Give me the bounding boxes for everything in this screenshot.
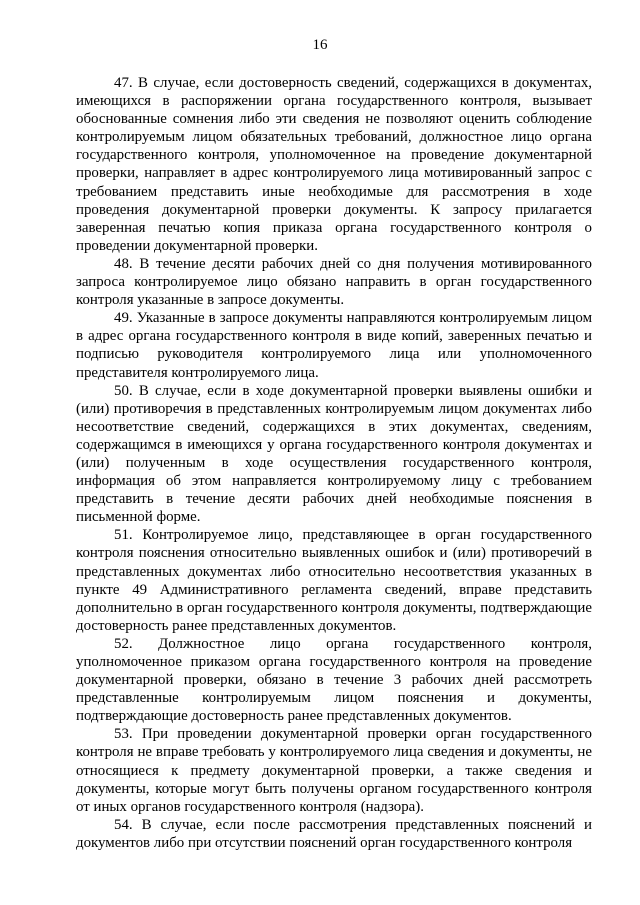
paragraph-51: 51. Контролируемое лицо, представляющее в орган государственного контроля пояснения относительно выявленных ошибок и (или) противоречий в представленных документах либо относительно несоответствия указанных в пункте 49 Административного регламента сведений, вправе представить дополнительно в орган государственного контроля документы, подтверждающие достоверность ранее представленных документов. (76, 527, 592, 634)
paragraph-48: 48. В течение десяти рабочих дней со дня получения мотивированного запроса контролируемое лицо обязано направить в орган государственного контроля указанные в запросе документы. (76, 255, 592, 309)
paragraph-50: 50. В случае, если в ходе документарной проверки выявлены ошибки и (или) противоречия в представленных контролируемым лицом документах либо несоответствие сведений, содержащихся в этих документах, сведениям, содержащимся в имеющихся у органа государственного контроля документах и (или) полученным в ходе осуществления государственного контроля, информация об этом направляется контролируемому лицу с требованием представить в течение десяти рабочих дней необходимые пояснения в письменной форме. (76, 382, 592, 526)
paragraph-49: 49. Указанные в запросе документы направляются контролируемым лицом в адрес органа государственного контроля в виде копий, заверенных печатью и подписью руководителя контролируемого лица или уполномоченного представителя контролируемого лица. (76, 310, 592, 381)
paragraph-53: 53. При проведении документарной проверки орган государственного контроля не вправе требовать у контролируемого лица сведения и документы, не относящиеся к предмету документарной проверки, а также сведения и документы, которые могут быть получены органом государственного контроля от иных органов государственного контроля (надзора). (76, 726, 592, 815)
paragraph-52: 52. Должностное лицо органа государственного контроля, уполномоченное приказом органа государственного контроля на проведение документарной проверки, обязано в течение 3 рабочих дней рассмотреть представленные контролируемым лицом пояснения и документы, подтверждающие достоверность ранее представленных документов. (76, 635, 592, 725)
paragraph-47: 47. В случае, если достоверность сведений, содержащихся в документах, имеющихся в распоряжении органа государственного контроля, вызывает обоснованные сомнения либо эти сведения не позволяют оценить соблюдение контролируемым лицом обязательных требований, должностное лицо органа государственного контроля, уполномоченное на проведение документарной проверки, направляет в адрес контролируемого лица мотивированный запрос с требованием представить иные необходимые для рассмотрения в ходе проведения документарной проверки документы. К запросу прилагается заверенная печатью копия приказа органа государственного контроля о проведении документарной проверки. (76, 75, 592, 254)
document-body (76, 74, 592, 852)
page-number: 16 (312, 37, 328, 53)
paragraph-54: 54. В случае, если после рассмотрения представленных пояснений и документов либо при отсутствии пояснений орган государственного контроля (76, 816, 592, 851)
